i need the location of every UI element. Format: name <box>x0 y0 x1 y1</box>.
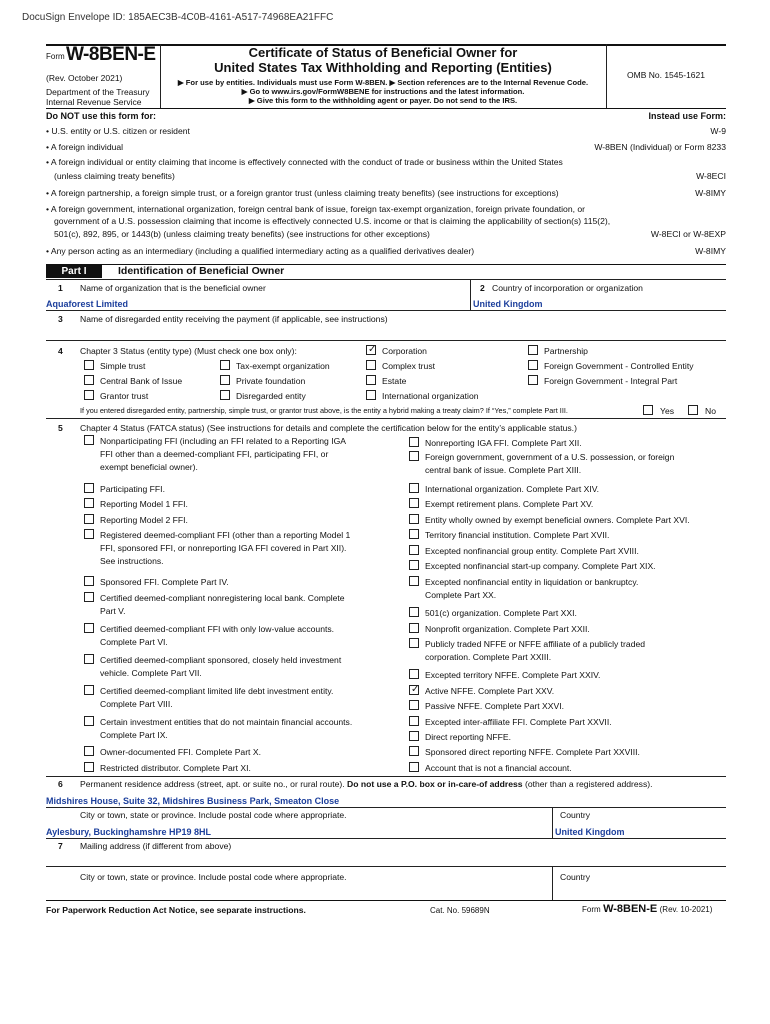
line2-number: 2 <box>480 283 485 293</box>
chapter4-left-option-checkbox[interactable] <box>84 685 94 695</box>
chapter4-left-option-checkbox[interactable] <box>84 762 94 772</box>
line7-number: 7 <box>58 841 63 851</box>
line6-country-label: Country <box>560 810 591 820</box>
chapter4-left-option-checkbox[interactable] <box>84 529 94 539</box>
chapter4-right-option-label: Excepted nonfinancial start-up company. Complete Part XIX. <box>425 561 656 571</box>
line7-address-rule <box>46 866 726 867</box>
donot-row-text: • A foreign partnership, a foreign simple trust, or a foreign grantor trust (unless claiming treaty benefits) (see instructions for exceptions) <box>46 188 559 198</box>
chapter4-right-option-checkbox[interactable] <box>409 669 419 679</box>
chapter4-right-option-label: International organization. Complete Part XIV. <box>425 484 600 494</box>
donot-row-form: W-8IMY <box>695 188 726 198</box>
chapter4-left-option-checkbox[interactable] <box>84 716 94 726</box>
chapter4-right-option-checkbox[interactable] <box>409 623 419 633</box>
chapter4-right-option-checkbox[interactable] <box>409 685 419 695</box>
chapter4-right-option-checkbox[interactable] <box>409 576 419 586</box>
chapter4-right-option-label: corporation. Complete Part XXIII. <box>425 652 552 662</box>
dept-treasury: Department of the Treasury <box>46 87 150 97</box>
donot-row-form: W-8ECI <box>696 171 726 181</box>
chapter4-right-option-label: Territory financial institution. Complete Part XVII. <box>425 530 610 540</box>
line7-country-label: Country <box>560 872 591 882</box>
chapter3-option-label: Complex trust <box>382 361 436 371</box>
chapter3-option-checkbox[interactable] <box>84 360 94 370</box>
hybrid-yes-label: Yes <box>660 406 675 416</box>
chapter4-left-option-checkbox[interactable] <box>84 623 94 633</box>
line4-rule <box>46 418 726 419</box>
line5-label: Chapter 4 Status (FATCA status) (See instructions for details and complete the certification below for the entity’s applicable status.) <box>80 423 577 433</box>
line6-number: 6 <box>58 779 63 789</box>
chapter4-left-option-label: Restricted distributor. Complete Part XI. <box>100 763 251 773</box>
chapter3-option-label: International organization <box>382 391 479 401</box>
chapter4-left-option-label: Participating FFI. <box>100 484 165 494</box>
mailing-country-field[interactable] <box>555 884 725 898</box>
chapter4-left-option-label: FFI other than a deemed-compliant FFI, participating FFI, or <box>100 449 329 459</box>
chapter4-left-option-checkbox[interactable] <box>84 514 94 524</box>
chapter3-option-label: Private foundation <box>236 376 306 386</box>
line7-country-divider <box>552 866 553 900</box>
line1-label: Name of organization that is the beneficial owner <box>80 283 266 293</box>
line4-number: 4 <box>58 346 63 356</box>
header-bottom-rule <box>46 108 726 109</box>
chapter4-left-option-checkbox[interactable] <box>84 654 94 664</box>
chapter4-right-option-checkbox[interactable] <box>409 437 419 447</box>
chapter4-left-option-label: exempt beneficial owner). <box>100 462 198 472</box>
chapter4-right-option-label: Publicly traded NFFE or NFFE affiliate of a publicly traded <box>425 639 646 649</box>
donot-row-text: • A foreign government, international organization, foreign central bank of issue, foreign tax-exempt organization, foreign private foundation, or <box>46 204 586 214</box>
chapter3-option-label: Foreign Government - Controlled Entity <box>544 361 694 371</box>
line6-address-rule <box>46 807 726 808</box>
footer-form-id <box>582 903 712 915</box>
disregarded-entity-field[interactable] <box>46 326 726 340</box>
chapter4-right-option-label: Nonprofit organization. Complete Part XXII. <box>425 624 590 634</box>
catalog-number: Cat. No. 59689N <box>430 906 490 915</box>
chapter4-left-option-label: Complete Part IX. <box>100 730 168 740</box>
chapter4-right-option-checkbox[interactable] <box>409 638 419 648</box>
chapter4-left-option-label: Part V. <box>100 606 126 616</box>
organization-name-field[interactable]: Aquaforest Limited <box>46 299 129 309</box>
form-instruction-2: ▶ Go to www.irs.gov/FormW8BENE for instructions and the latest information. <box>241 87 525 96</box>
chapter3-option-checkbox[interactable] <box>366 390 376 400</box>
form-title-line2: United States Tax Withholding and Reporting (Entities) <box>214 60 552 75</box>
chapter4-right-option-label: Excepted territory NFFE. Complete Part XXIV. <box>425 670 601 680</box>
country-incorporation-field[interactable]: United Kingdom <box>473 299 543 309</box>
omb-number: OMB No. 1545-1621 <box>627 70 705 80</box>
chapter4-left-option-label: Certified deemed-compliant FFI with only low-value accounts. <box>100 624 335 634</box>
chapter3-option-checkbox[interactable] <box>366 360 376 370</box>
chapter4-left-option-label: Certified deemed-compliant limited life debt investment entity. <box>100 686 334 696</box>
chapter3-option-checkbox[interactable] <box>528 375 538 385</box>
chapter4-right-option-checkbox[interactable] <box>409 498 419 508</box>
part1-badge: Part I <box>46 265 102 278</box>
donot-row-text: • A foreign individual or entity claiming that income is effectively connected with the conduct of trade or business within the United States <box>46 157 563 167</box>
permanent-address-field[interactable]: Midshires House, Suite 32, Midshires Business Park, Smeaton Close <box>46 796 340 806</box>
chapter3-option-label: Simple trust <box>100 361 146 371</box>
chapter4-left-option-label: Certified deemed-compliant sponsored, closely held investment <box>100 655 342 665</box>
line2-rule <box>46 310 726 311</box>
chapter3-option-checkbox[interactable] <box>220 375 230 385</box>
donot-row-text: • A foreign individual <box>46 142 124 152</box>
chapter4-left-option-label: Complete Part VI. <box>100 637 168 647</box>
mailing-city-field[interactable] <box>46 884 546 898</box>
part1-title: Identification of Beneficial Owner <box>118 265 285 277</box>
footer-revision: (Rev. 10-2021) <box>659 905 713 914</box>
chapter4-right-option-label: Exempt retirement plans. Complete Part XV. <box>425 499 594 509</box>
line2-label: Country of incorporation or organization <box>492 283 643 293</box>
chapter4-left-option-label: FFI, sponsored FFI, or nonreporting IGA FFI covered in Part XII). <box>100 543 347 553</box>
donot-row-form: W-8IMY <box>695 246 726 256</box>
chapter3-option-checkbox[interactable] <box>366 375 376 385</box>
part1-title-rule <box>46 279 726 280</box>
chapter4-left-option-label: vehicle. Complete Part VII. <box>100 668 202 678</box>
donot-row-form: W-9 <box>710 126 726 136</box>
line6-label-c: (other than a registered address). <box>524 779 653 789</box>
paperwork-notice: For Paperwork Reduction Act Notice, see separate instructions. <box>46 905 306 915</box>
line6-label-bold: Do not use a P.O. box or in-care-of address <box>347 779 523 789</box>
chapter4-right-option-label: Passive NFFE. Complete Part XXVI. <box>425 701 564 711</box>
chapter4-right-option-label: Nonreporting IGA FFI. Complete Part XII. <box>425 438 582 448</box>
chapter3-option-label: Tax-exempt organization <box>236 361 330 371</box>
line1-number: 1 <box>58 283 63 293</box>
line6-label <box>80 779 653 789</box>
line6-country-divider <box>552 807 553 838</box>
chapter4-right-option-label: Account that is not a financial account. <box>425 763 572 773</box>
chapter4-right-option-label: Foreign government, government of a U.S. possession, or foreign <box>425 452 675 462</box>
dept-irs: Internal Revenue Service <box>46 97 142 107</box>
chapter4-right-option-checkbox[interactable] <box>409 746 419 756</box>
chapter3-option-label: Estate <box>382 376 407 386</box>
hybrid-no-label: No <box>705 406 716 416</box>
chapter4-right-option-checkbox[interactable] <box>409 514 419 524</box>
chapter3-option-checkbox[interactable] <box>366 345 376 355</box>
form-title-line1: Certificate of Status of Beneficial Owner for <box>248 45 518 60</box>
chapter4-left-option-label: Sponsored FFI. Complete Part IV. <box>100 577 229 587</box>
chapter4-right-option-label: Excepted inter-affiliate FFI. Complete Part XXVII. <box>425 717 612 727</box>
chapter4-left-option-checkbox[interactable] <box>84 435 94 445</box>
chapter3-option-checkbox[interactable] <box>84 375 94 385</box>
chapter4-left-option-checkbox[interactable] <box>84 592 94 602</box>
chapter4-right-option-label: Entity wholly owned by exempt beneficial owners. Complete Part XVI. <box>425 515 690 525</box>
chapter4-left-option-label: Certified deemed-compliant nonregistering local bank. Complete <box>100 593 345 603</box>
chapter4-right-option-checkbox[interactable] <box>409 762 419 772</box>
envelope-id: DocuSign Envelope ID: 185AEC3B-4C0B-4161-A517-74968EA21FFC <box>22 12 334 23</box>
footer-form-prefix: Form <box>582 905 601 914</box>
donot-row-text: • Any person acting as an intermediary (including a qualified intermediary acting as a qualified derivatives dealer) <box>46 246 475 256</box>
chapter4-right-option-checkbox[interactable] <box>409 483 419 493</box>
chapter3-option-checkbox[interactable] <box>220 360 230 370</box>
chapter3-option-label: Central Bank of Issue <box>100 376 183 386</box>
hybrid-question: If you entered disregarded entity, partnership, simple trust, or grantor trust above, is the entity a hybrid making a treaty claim? If “Yes,” complete Part III. <box>80 406 568 415</box>
chapter4-right-option-checkbox[interactable] <box>409 451 419 461</box>
chapter4-right-option-checkbox[interactable] <box>409 545 419 555</box>
line6-city-label: City or town, state or province. Include postal code where appropriate. <box>80 810 347 820</box>
chapter4-right-option-checkbox[interactable] <box>409 731 419 741</box>
line5-rule <box>46 776 726 777</box>
line3-rule <box>46 340 726 341</box>
mailing-address-field[interactable] <box>46 852 726 866</box>
chapter4-right-option-label: Excepted nonfinancial entity in liquidation or bankruptcy. <box>425 577 639 587</box>
line3-label: Name of disregarded entity receiving the payment (if applicable, see instructions) <box>80 314 388 324</box>
chapter3-option-label: Foreign Government - Integral Part <box>544 376 678 386</box>
chapter3-option-label: Disregarded entity <box>236 391 306 401</box>
donot-row-text: (unless claiming treaty benefits) <box>54 171 175 181</box>
chapter4-right-option-label: central bank of issue. Complete Part XIII. <box>425 465 582 475</box>
line7-city-label: City or town, state or province. Include postal code where appropriate. <box>80 872 347 882</box>
chapter4-right-option-label: 501(c) organization. Complete Part XXI. <box>425 608 577 618</box>
chapter4-left-option-label: Certain investment entities that do not maintain financial accounts. <box>100 717 353 727</box>
chapter3-option-checkbox[interactable] <box>84 390 94 400</box>
chapter4-right-option-label: Sponsored direct reporting NFFE. Complete Part XXVIII. <box>425 747 640 757</box>
chapter3-option-checkbox[interactable] <box>528 345 538 355</box>
chapter4-left-option-checkbox[interactable] <box>84 498 94 508</box>
line6-label-a: Permanent residence address (street, apt. or suite no., or rural route). <box>80 779 345 789</box>
chapter4-left-option-label: Reporting Model 1 FFI. <box>100 499 188 509</box>
donot-row-form: W-8ECI or W-8EXP <box>650 229 726 239</box>
line5-number: 5 <box>58 423 63 433</box>
chapter3-option-label: Partnership <box>544 346 588 356</box>
donot-row-text: • U.S. entity or U.S. citizen or resident <box>46 126 190 136</box>
donot-row-text: government of a U.S. possession claiming that income is effectively connected U.S. income or that is claiming the applicability of section(s) 115(2), <box>54 216 611 226</box>
chapter4-left-option-label: Reporting Model 2 FFI. <box>100 515 188 525</box>
chapter4-right-option-checkbox[interactable] <box>409 560 419 570</box>
chapter4-right-option-label: Active NFFE. Complete Part XXV. <box>425 686 555 696</box>
chapter3-option-checkbox[interactable] <box>528 360 538 370</box>
chapter4-left-option-label: Complete Part VIII. <box>100 699 173 709</box>
chapter4-right-option-label: Direct reporting NFFE. <box>425 732 511 742</box>
country-field[interactable]: United Kingdom <box>555 827 625 837</box>
chapter4-right-option-checkbox[interactable] <box>409 700 419 710</box>
chapter4-left-option-label: Owner-documented FFI. Complete Part X. <box>100 747 261 757</box>
chapter3-option-label: Grantor trust <box>100 391 149 401</box>
chapter4-right-option-label: Excepted nonfinancial group entity. Complete Part XVIII. <box>425 546 639 556</box>
chapter4-left-option-label: See instructions. <box>100 556 164 566</box>
form-revision: (Rev. October 2021) <box>46 73 123 83</box>
chapter4-left-option-checkbox[interactable] <box>84 746 94 756</box>
chapter4-left-option-checkbox[interactable] <box>84 576 94 586</box>
form-instruction-3: ▶ Give this form to the withholding agent or payer. Do not send to the IRS. <box>248 96 518 105</box>
hybrid-no-checkbox[interactable] <box>688 405 698 415</box>
chapter4-right-option-label: Complete Part XX. <box>425 590 497 600</box>
instead-heading: Instead use Form: <box>648 111 726 121</box>
donot-row-form: W-8BEN (Individual) or Form 8233 <box>594 142 726 152</box>
chapter4-right-option-checkbox[interactable] <box>409 529 419 539</box>
donot-heading: Do NOT use this form for: <box>46 111 156 121</box>
line7-label: Mailing address (if different from above) <box>80 841 232 851</box>
chapter4-right-option-checkbox[interactable] <box>409 607 419 617</box>
form-name: W-8BEN-E <box>66 44 156 65</box>
footer-form-name: W-8BEN-E <box>603 903 658 915</box>
chapter4-left-option-label: Nonparticipating FFI (including an FFI related to a Reporting IGA <box>100 436 346 446</box>
line1-2-divider <box>470 279 471 310</box>
city-field[interactable]: Aylesbury, Buckinghamshre HP19 8HL <box>46 827 212 837</box>
chapter3-option-label: Corporation <box>382 346 427 356</box>
form-prefix: Form <box>46 52 65 61</box>
line4-label: Chapter 3 Status (entity type) (Must check one box only): <box>80 346 297 356</box>
chapter4-right-option-checkbox[interactable] <box>409 716 419 726</box>
line6-city-rule <box>46 838 726 839</box>
line3-number: 3 <box>58 314 63 324</box>
chapter4-left-option-label: Registered deemed-compliant FFI (other than a reporting Model 1 <box>100 530 351 540</box>
hybrid-yes-checkbox[interactable] <box>643 405 653 415</box>
chapter4-left-option-checkbox[interactable] <box>84 483 94 493</box>
chapter3-option-checkbox[interactable] <box>220 390 230 400</box>
form-instruction-1: ▶ For use by entities. Individuals must use Form W-8BEN. ▶ Section references are to the Internal Revenue Code. <box>177 78 589 87</box>
footer-rule <box>46 900 726 901</box>
donot-row-text: 501(c), 892, 895, or 1443(b) (unless claiming treaty benefits) (see instructions for other exceptions) <box>54 229 430 239</box>
